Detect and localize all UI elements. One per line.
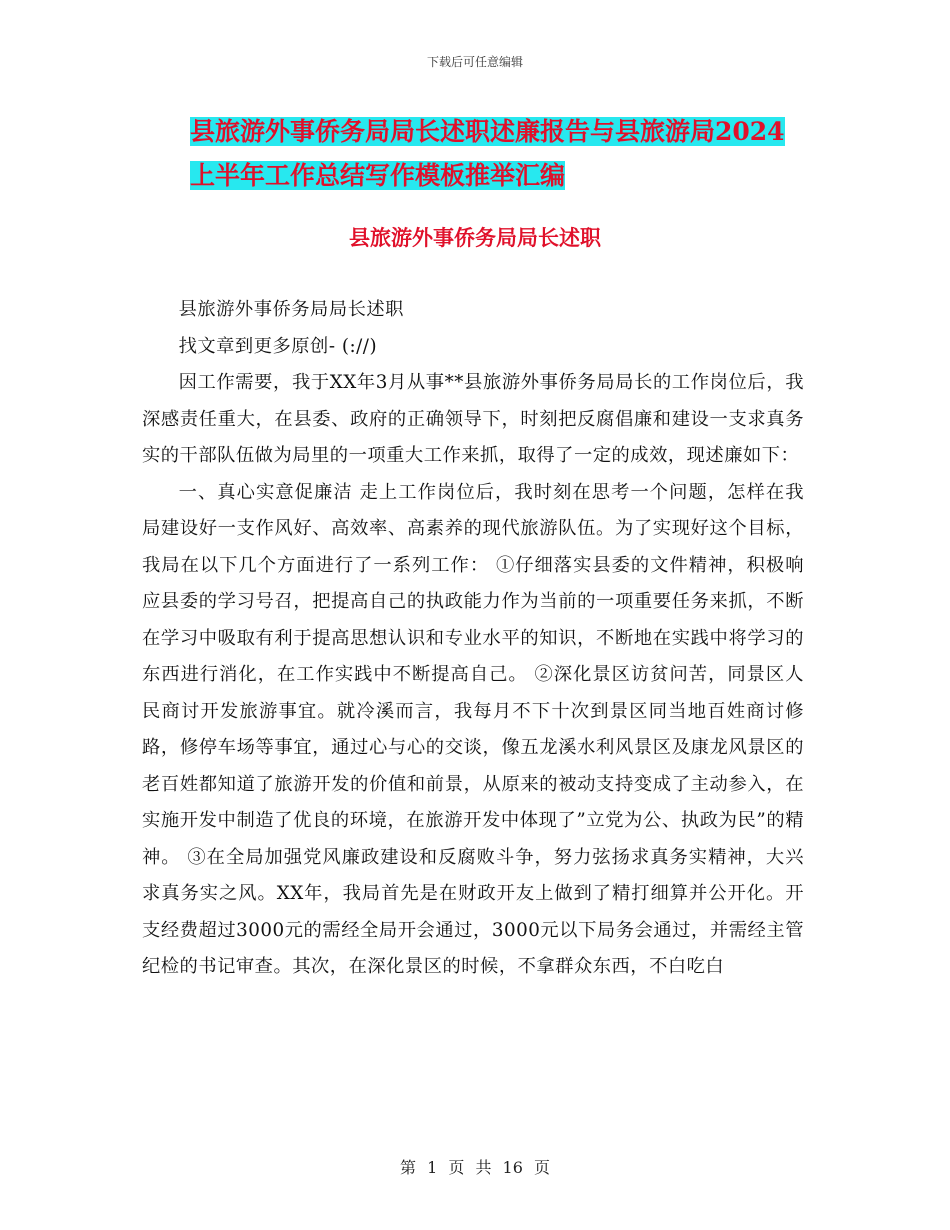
document-title-line-2: 上半年工作总结写作模板推举汇编 — [190, 161, 566, 190]
header-note: 下载后可任意编辑 — [426, 55, 523, 69]
paragraph: 一、真心实意促廉洁 走上工作岗位后，我时刻在思考一个问题，怎样在我局建设好一支作风好、高效率、高素养的现代旅游队伍。为了实现好这个目标，我局在以下几个方面进行了一系列工作： ①仔细落实县委的文件精神，积极响应县委的学习号召，把提高自己的执政能力作为当前的一项重要任务来抓，不断在学习中吸取有利于提高思想认识和专业水平的知识，不断地在实践中将学习的东西进行消化，在工作实践中不断提高自己。 ②深化景区访贫问苦，同景区人民商讨开发旅游事宜。就冷溪而言，我每月不下十次到景区同当地百姓商讨修路，修停车场等事宜，通过心与心的交谈，像五龙溪水利风景区及康龙风景区的老百姓都知道了旅游开发的价值和前景，从原来的被动支持变成了主动参入，在实施开发中制造了优良的环境，在旅游开发中体现了”立党为公、执政为民”的精神。 ③在全局加强党风廉政建设和反腐败斗争，努力弦扬求真务实精神，大兴求真务实之风。XX年，我局首先是在财政开友上做到了精打细算并公开化。开支经费超过3000元的需经全局开会通过，3000元以下局务会通过，并需经主管纪检的书记审查。其次，在深化景区的时候，不拿群众东西，不白吃白 — [142, 481, 804, 977]
document-title-line-1: 县旅游外事侨务局局长述职述廉报告与县旅游局2024 — [190, 117, 785, 146]
paragraph: 找文章到更多原创- (://) — [178, 335, 378, 357]
section-title: 县旅游外事侨务局局长述职 — [349, 225, 601, 250]
paragraph: 因工作需要，我于XX年3月从事**县旅游外事侨务局局长的工作岗位后，我深感责任重大，在县委、政府的正确领导下，时刻把反腐倡廉和建设一支求真务实的干部队伍做为局里的一项重大工作来抓，取得了一定的成效，现述廉如下： — [142, 372, 804, 466]
body-text — [142, 292, 804, 986]
document-title — [190, 110, 820, 198]
paragraph: 县旅游外事侨务局局长述职 — [178, 299, 404, 320]
page-footer: 第 1 页 共 16 页 — [400, 1158, 550, 1177]
